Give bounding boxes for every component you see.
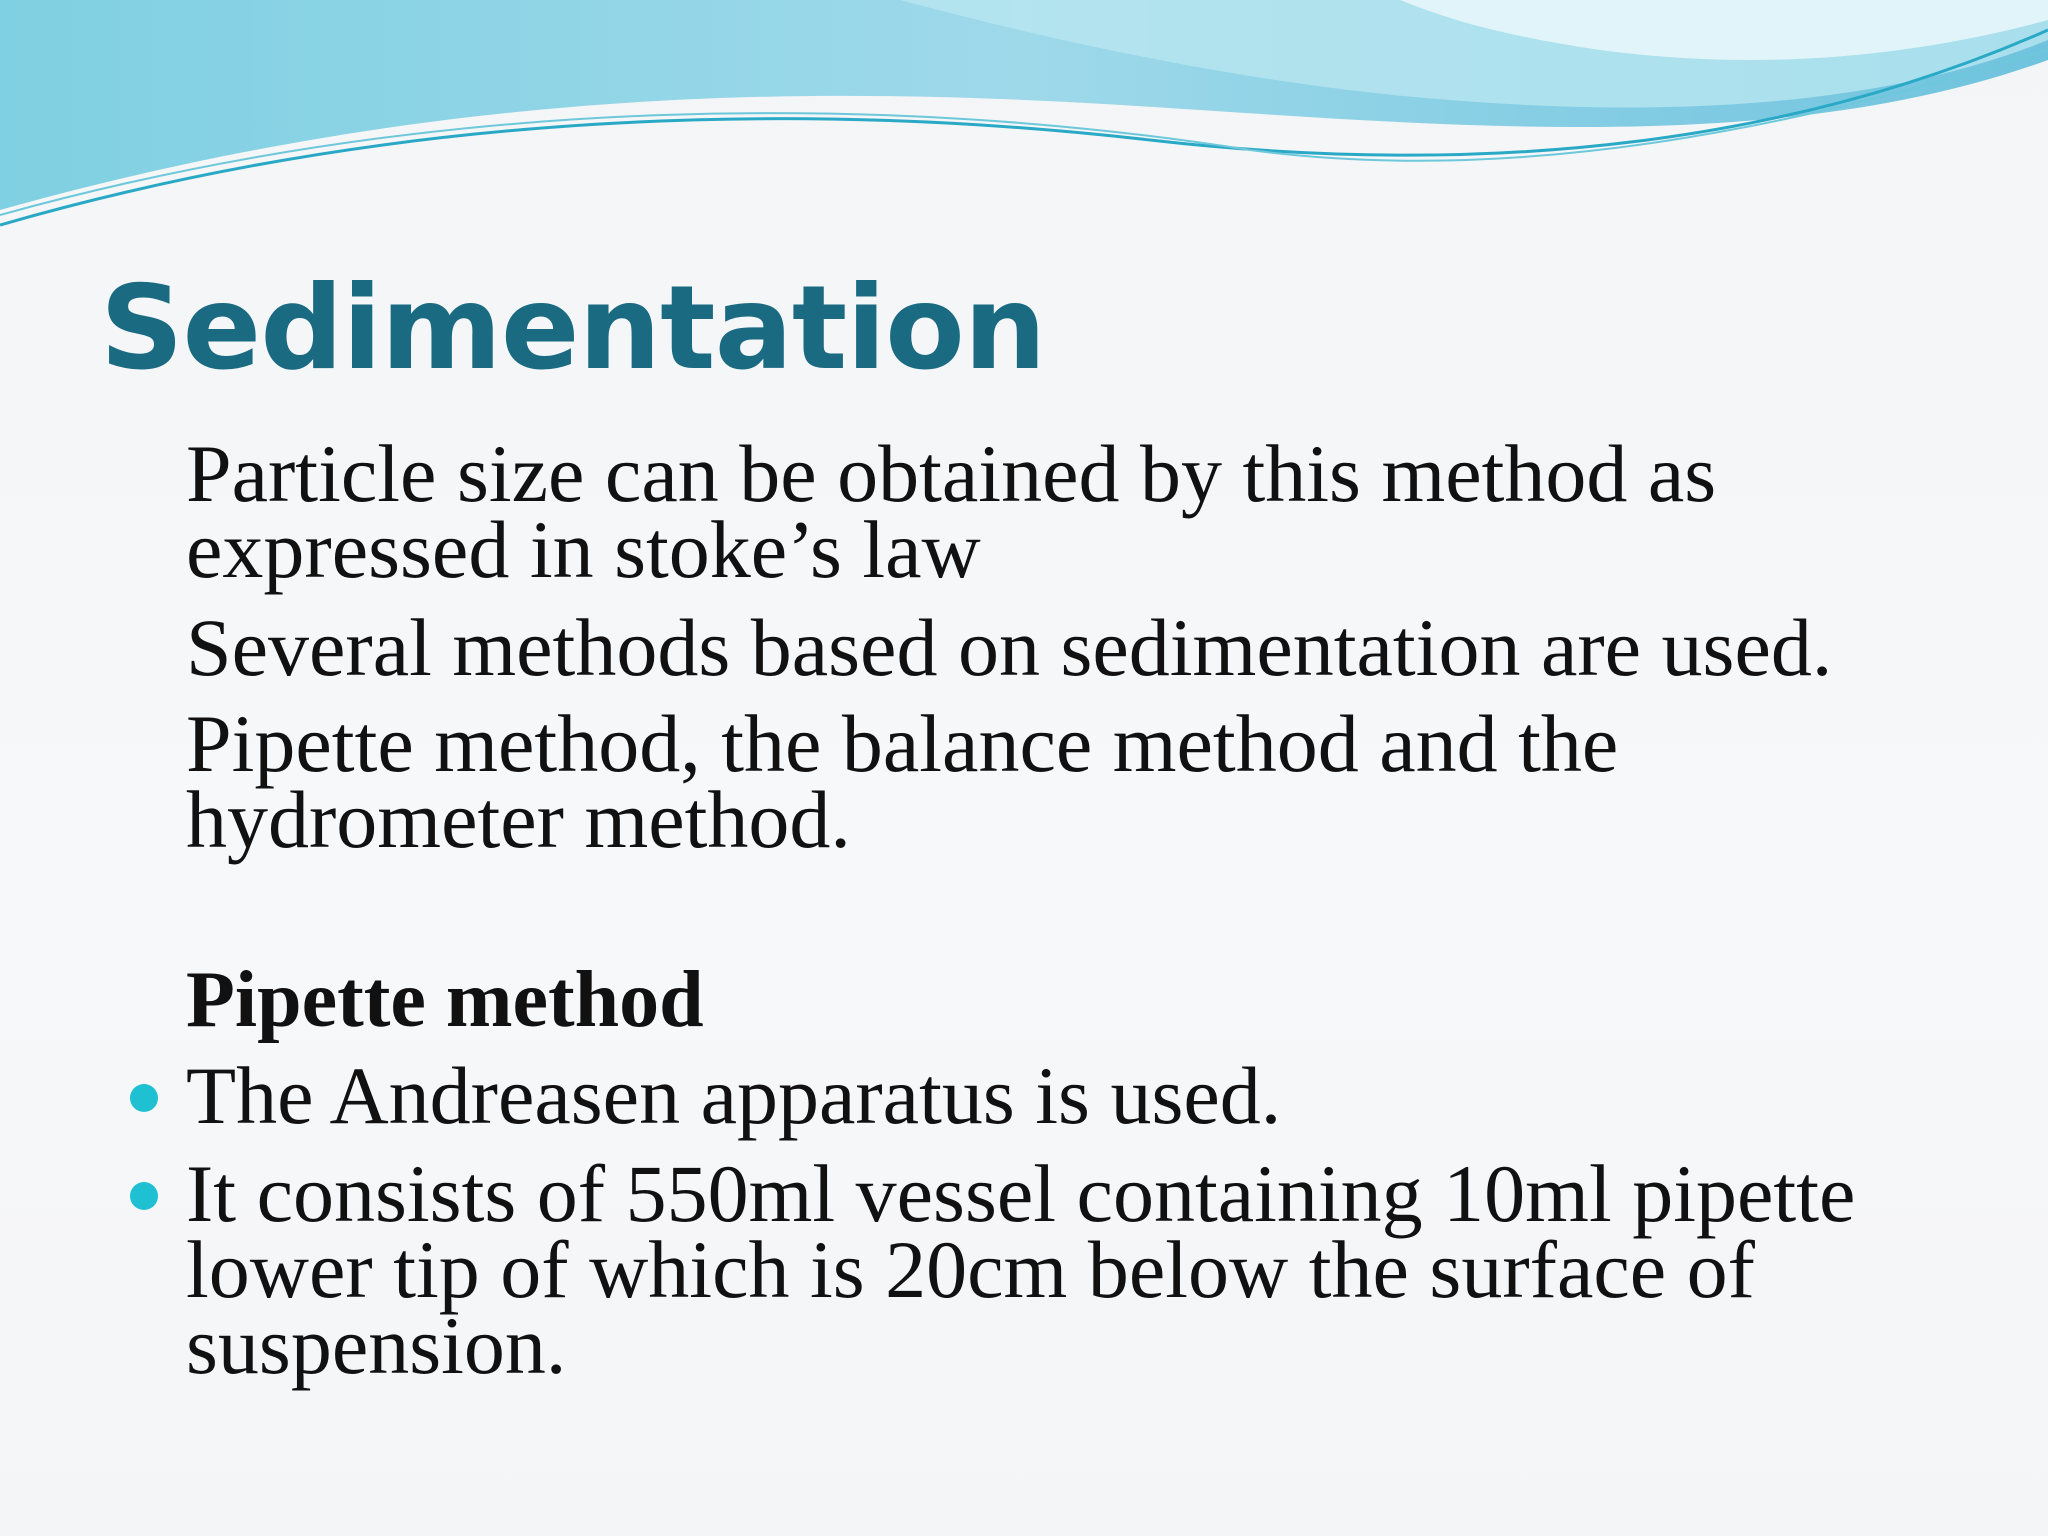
paragraph-several-methods: Several methods based on sedimentation are used. — [186, 602, 1833, 693]
bullet-text: It consists of 550ml vessel containing 10ml pipette lower tip of which is 20cm below the surface of suspension. — [186, 1148, 1856, 1391]
bullet-item — [0, 1050, 1986, 1141]
bullet-dot-icon — [130, 1084, 158, 1112]
slide-title: Sedimentation — [100, 261, 1046, 396]
bullet-list — [0, 1050, 2048, 1406]
subheading-pipette-method: Pipette method — [186, 956, 704, 1044]
paragraph-method-list: Pipette method, the balance method and the hydrometer method. — [186, 698, 1619, 865]
bullet-dot-icon — [130, 1182, 158, 1210]
header-wave-decoration — [0, 0, 2048, 240]
paragraph-particle-size: Particle size can be obtained by this method as expressed in stoke’s law — [186, 428, 1717, 595]
bullet-text: The Andreasen apparatus is used. — [186, 1050, 1282, 1141]
bullet-item — [0, 1148, 1986, 1391]
